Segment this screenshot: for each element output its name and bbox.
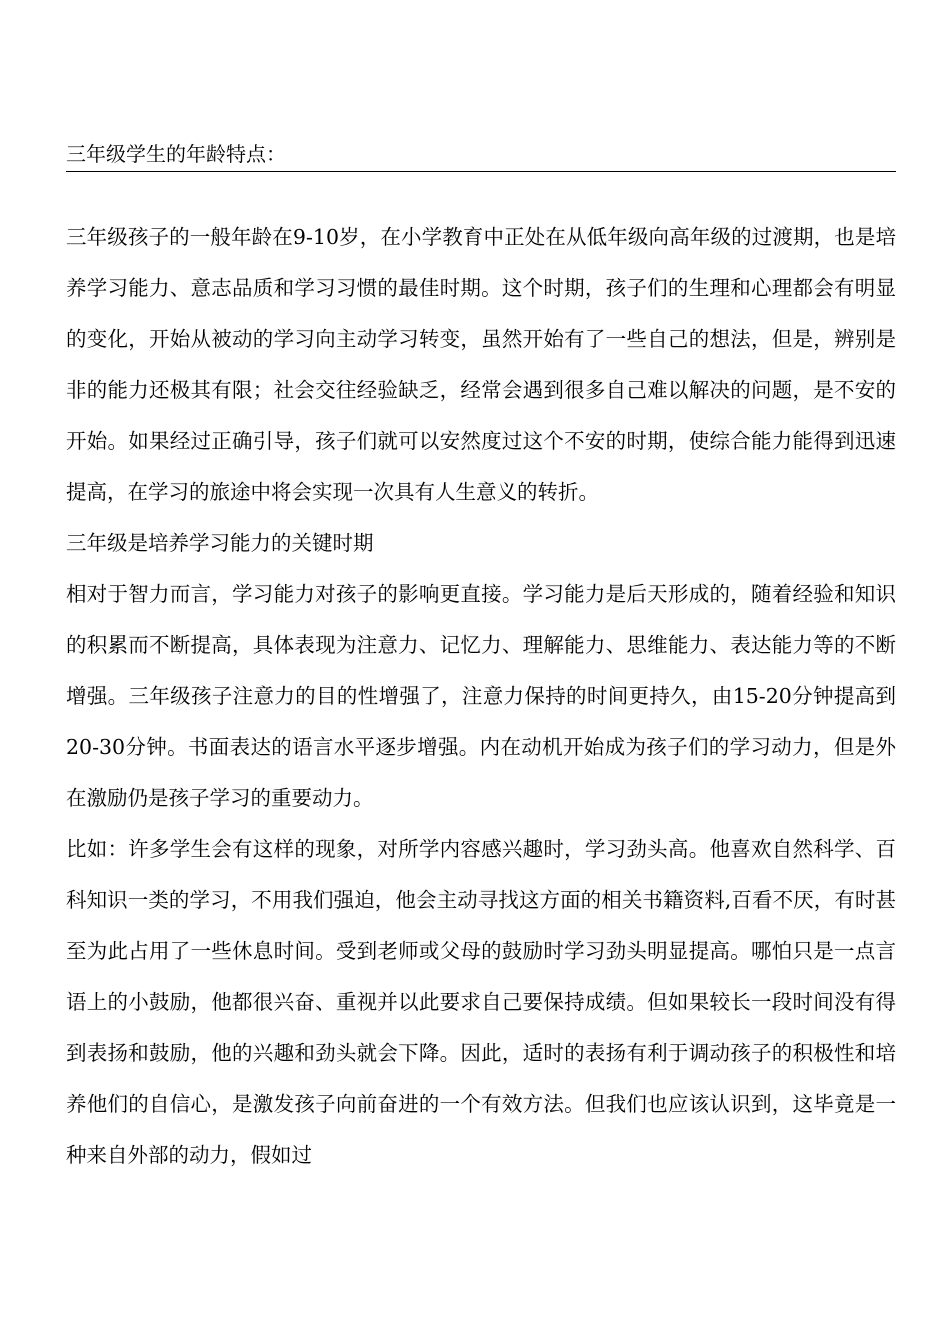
paragraph-intro: 三年级孩子的一般年龄在9-10岁，在小学教育中正处在从低年级向高年级的过渡期，也是培养学习能力、意志品质和学习习惯的最佳时期。这个时期，孩子们的生理和心理都会有明显的变化，开始从被动的学习向主动学习转变，虽然开始有了一些自己的想法，但是，辨别是非的能力还极其有限；社会交往经验缺乏，经常会遇到很多自己难以解决的问题，是不安的开始。如果经过正确引导，孩子们就可以安然度过这个不安的时期，使综合能力能得到迅速提高，在学习的旅途中将会实现一次具有人生意义的转折。 xyxy=(66,225,896,504)
section-heading: 三年级是培养学习能力的关键时期 xyxy=(66,531,374,555)
header-title: 三年级学生的年龄特点： xyxy=(66,142,286,166)
page-header xyxy=(66,140,896,172)
paragraph-learning-ability: 相对于智力而言，学习能力对孩子的影响更直接。学习能力是后天形成的，随着经验和知识的积累而不断提高，具体表现为注意力、记忆力、理解能力、思维能力、表达能力等的不断增强。三年级孩子注意力的目的性增强了，注意力保持的时间更持久，由15-20分钟提高到20-30分钟。书面表达的语言水平逐步增强。内在动机开始成为孩子们的学习动力，但是外在激励仍是孩子学习的重要动力。 xyxy=(66,582,896,810)
document-body xyxy=(66,212,896,1181)
paragraph-example: 比如：许多学生会有这样的现象，对所学内容感兴趣时，学习劲头高。他喜欢自然科学、百科知识一类的学习，不用我们强迫，他会主动寻找这方面的相关书籍资料,百看不厌，有时甚至为此占用了一些休息时间。受到老师或父母的鼓励时学习劲头明显提高。哪怕只是一点言语上的小鼓励，他都很兴奋、重视并以此要求自己要保持成绩。但如果较长一段时间没有得到表扬和鼓励，他的兴趣和劲头就会下降。因此，适时的表扬有利于调动孩子的积极性和培养他们的自信心，是激发孩子向前奋进的一个有效方法。但我们也应该认识到，这毕竟是一种来自外部的动力，假如过 xyxy=(66,837,896,1167)
